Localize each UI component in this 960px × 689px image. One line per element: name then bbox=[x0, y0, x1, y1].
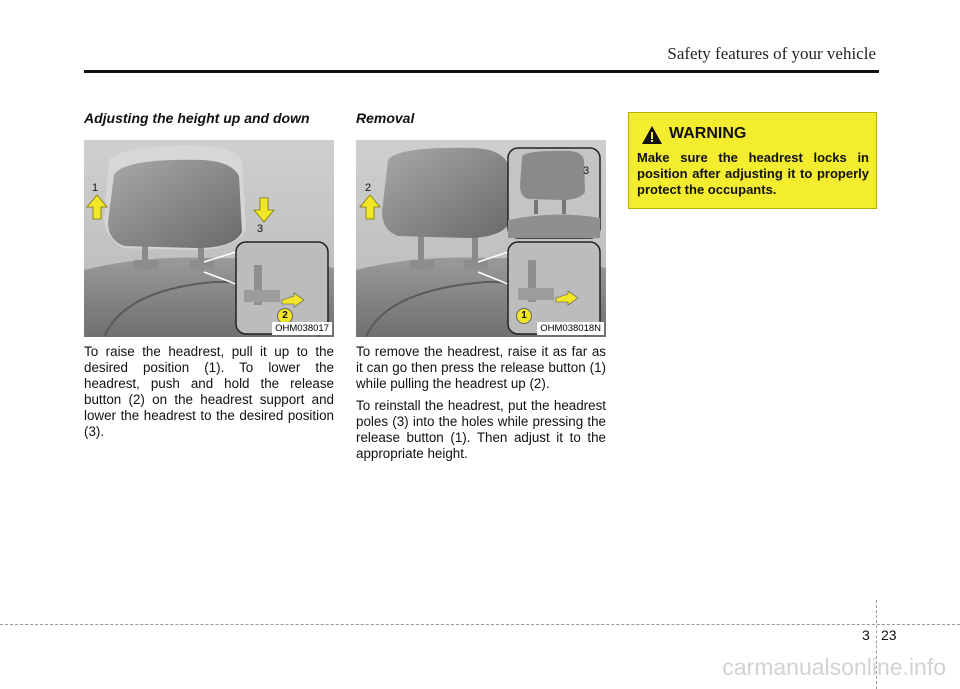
removal-body bbox=[356, 344, 606, 468]
headrest-removed-inset bbox=[508, 148, 600, 238]
callout-3: 3 bbox=[583, 165, 590, 177]
headrest-adjust-figure bbox=[84, 140, 334, 337]
removal-heading: Removal bbox=[356, 110, 415, 126]
headrest-removal-illustration bbox=[356, 140, 606, 337]
callout-1: 1 bbox=[516, 308, 532, 324]
callout-2: 2 bbox=[365, 182, 372, 194]
page-number: 23 bbox=[881, 627, 897, 643]
adjust-height-paragraph: To raise the headrest, pull it up to the desired position (1). To lower the headrest, push and hold the release button (2) on the headrest support and lower the headrest to the desired position (3). bbox=[84, 344, 334, 439]
adjust-height-body bbox=[84, 344, 334, 446]
footer-rule bbox=[0, 624, 960, 625]
up-arrow-icon bbox=[87, 195, 107, 219]
watermark: carmanualsonline.info bbox=[722, 654, 946, 680]
figure-code: OHM038018N bbox=[537, 322, 604, 335]
removal-paragraph-1: To remove the headrest, raise it as far as it can go then press the release button (1) while pulling the headrest up (2). bbox=[356, 344, 606, 391]
headrest-removal-figure bbox=[356, 140, 606, 337]
warning-box bbox=[628, 112, 877, 209]
headrest bbox=[108, 160, 242, 248]
warning-title: WARNING bbox=[669, 125, 747, 142]
callout-3: 3 bbox=[257, 223, 264, 235]
section-title: Safety features of your vehicle bbox=[667, 44, 876, 63]
chapter-number: 3 bbox=[862, 627, 870, 643]
headrest-adjust-illustration bbox=[84, 140, 334, 337]
warning-text: Make sure the headrest locks in position after adjusting it to properly protect the occupants. bbox=[637, 150, 869, 197]
warning-triangle-icon bbox=[641, 125, 663, 145]
callout-1: 1 bbox=[92, 182, 99, 194]
adjust-height-heading: Adjusting the height up and down bbox=[84, 110, 310, 126]
header-rule bbox=[84, 70, 879, 73]
up-arrow-icon bbox=[360, 195, 380, 219]
removal-paragraph-2: To reinstall the headrest, put the headrest poles (3) into the holes while pressing the release button (1). Then adjust it to the appropriate height. bbox=[356, 398, 606, 461]
down-arrow-icon bbox=[254, 198, 274, 222]
figure-code: OHM038017 bbox=[272, 322, 332, 335]
headrest bbox=[382, 148, 510, 238]
callout-2: 2 bbox=[277, 308, 293, 324]
